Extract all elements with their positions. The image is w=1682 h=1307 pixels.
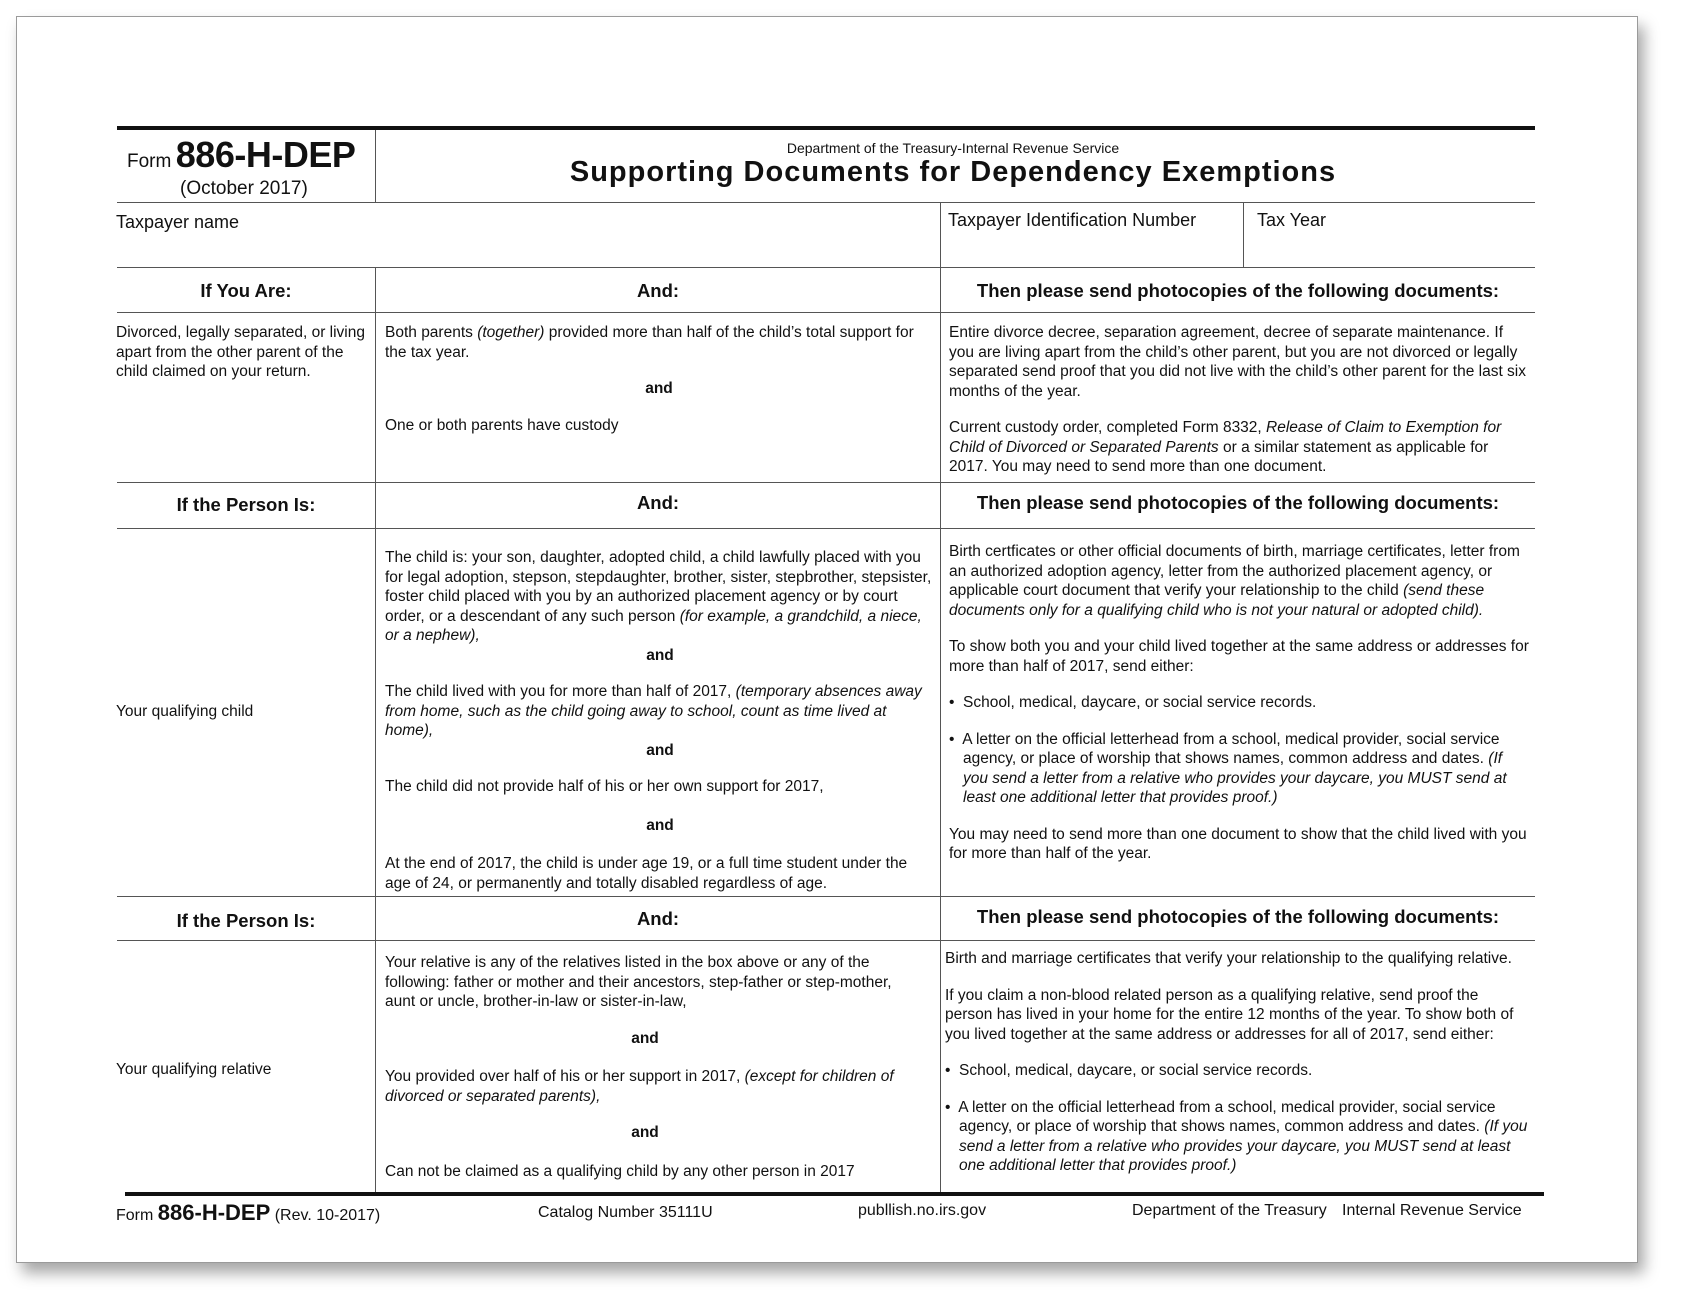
tax-year-field[interactable]: [1250, 236, 1530, 266]
tin-label: Taxpayer Identification Number: [948, 210, 1197, 230]
and-label: and: [646, 646, 674, 664]
footer-form-id: Form 886-H-DEP (Rev. 10-2017): [116, 1200, 381, 1225]
sec2-col3-header: Then please send photocopies of the following documents:: [976, 492, 1500, 513]
sec3-and-cell: [385, 953, 905, 1198]
tin-field[interactable]: [948, 236, 1238, 266]
sec2-bullet-1: • School, medical, daycare, or social service records.: [949, 694, 1317, 711]
sec2-col1-header: If the Person Is:: [176, 494, 316, 515]
sec3-and-2: You provided over half of his or her support in 2017, (except for children of divorced or separated parents),: [385, 1068, 894, 1105]
sec3-and-3: Can not be claimed as a qualifying child by any other person in 2017: [385, 1162, 855, 1180]
sec1-col1-header: If You Are:: [200, 280, 292, 301]
footer-irs: Internal Revenue Service: [1342, 1202, 1522, 1219]
taxpayer-name-label: Taxpayer name: [116, 212, 240, 232]
sec2-bullet-2: • A letter on the official letterhead from a school, medical provider, social service agency, or place of worship that shows names, common address and dates. (If you send a letter from a relative who provides your daycare, you MUST send at least one additional letter that provides proof.): [949, 730, 1507, 806]
footer-catalog: Catalog Number 35111U: [538, 1204, 713, 1221]
sec2-docs-1: Birth certficates or other official documents of birth, marriage certificates, letter from an authorized adoption agency, letter from the authorized placement agency, or applicable court document that verify your relationship to the child (send these documents only for a qualifying child who is not your natural or adopted child).: [949, 543, 1520, 619]
sec2-docs-3: You may need to send more than one document to show that the child lived with you for more than half of the year.: [949, 825, 1527, 862]
and-label: and: [646, 741, 674, 759]
sec1-status: Divorced, legally separated, or living apart from the other parent of the child claimed on your return.: [116, 324, 365, 380]
sec1-docs-cell: [949, 323, 1529, 494]
sec3-docs-2: If you claim a non-blood related person as a qualifying relative, send proof the person has lived in your home for the entire 12 months of the year. To show both of you lived together at the same address or addresses for all of 2017, send either:: [945, 986, 1514, 1043]
sec1-and-cell: [385, 323, 933, 452]
sec2-and-2: The child lived with you for more than half of 2017, (temporary absences away from home, such as the child going away to school, count as time lived at home),: [385, 683, 922, 739]
sec1-and-b: One or both parents have custody: [385, 416, 619, 434]
sec2-and-4: At the end of 2017, the child is under age 19, or a full time student under the age of 24, or permanently and totally disabled regardless of age.: [385, 855, 908, 892]
sec2-docs-cell: [949, 542, 1529, 881]
form-date: (October 2017): [180, 178, 308, 199]
sec2-col2-header: And:: [636, 492, 680, 513]
sec2-and-3: The child did not provide half of his or her own support for 2017,: [385, 778, 824, 795]
sec2-person: Your qualifying child: [116, 703, 254, 720]
form-number: 886-H-DEP: [175, 134, 356, 175]
sec2-docs-2: To show both you and your child lived together at the same address or addresses for more than half of 2017, send either:: [949, 638, 1529, 675]
sec2-and-cell: [385, 548, 935, 910]
and-label: and: [646, 816, 674, 834]
and-label: and: [631, 1124, 659, 1141]
footer-site: publlish.no.irs.gov: [858, 1202, 987, 1219]
sec1-and-a: Both parents (together) provided more than half of the child’s total support for the tax year.: [385, 324, 914, 361]
sec3-col2-header: And:: [636, 908, 680, 929]
sec3-docs-cell: [945, 949, 1530, 1193]
department-line: Department of the Treasury-Internal Revenue Service: [786, 140, 1120, 156]
sec3-docs-1: Birth and marriage certificates that verify your relationship to the qualifying relative.: [945, 950, 1512, 967]
form-word: Form: [127, 151, 172, 172]
footer-dept: Department of the Treasury: [1132, 1202, 1327, 1219]
and-label: and: [631, 1029, 659, 1047]
and-label: and: [645, 380, 673, 397]
taxpayer-name-field[interactable]: [117, 236, 937, 266]
sec1-docs-b: Current custody order, completed Form 8332, Release of Claim to Exemption for Child of Divorced or Separated Parents or a similar statement as applicable for 2017. You may need to send more than one document.: [949, 419, 1502, 475]
sec3-bullet-2: • A letter on the official letterhead from a school, medical provider, social service agency, or place of worship that shows names, common address and dates. (If you send a letter from a relative who provides your daycare, you MUST send at least one additional letter that provides proof.): [945, 1098, 1528, 1174]
tax-year-label: Tax Year: [1257, 210, 1327, 230]
sec3-col1-header: If the Person Is:: [176, 910, 316, 931]
sec1-col2-header: And:: [636, 280, 680, 301]
sec3-and-1: Your relative is any of the relatives listed in the box above or any of the following: father or mother and their ancestors, step-father or step-mother, aunt or uncle, brother-in-law or sister-in-law,: [385, 954, 892, 1010]
sec3-bullet-1: • School, medical, daycare, or social service records.: [945, 1062, 1313, 1079]
sec3-person: Your qualifying relative: [116, 1061, 272, 1078]
sec1-docs-a: Entire divorce decree, separation agreement, decree of separate maintenance. If you are living apart from the child’s other parent, but you are not divorced or legally separated send proof that you did not live with the child’s other parent for the last six months of the year.: [949, 324, 1526, 400]
form-id-block: [127, 134, 367, 200]
sec2-and-1: The child is: your son, daughter, adopted child, a child lawfully placed with you for legal adoption, stepson, stepdaughter, brother, sister, stepbrother, stepsister, foster child placed with you by an authorized placement agency or by court order, or a descendant of any such person (for example, a grandchild, a niece, or a nephew),: [385, 549, 932, 644]
page-title: Supporting Documents for Dependency Exemptions: [569, 156, 1337, 188]
top-rule: [117, 126, 1535, 130]
sec1-col3-header: Then please send photocopies of the following documents:: [976, 280, 1500, 301]
sec3-col3-header: Then please send photocopies of the following documents:: [976, 906, 1500, 927]
bottom-rule: [125, 1192, 1544, 1196]
